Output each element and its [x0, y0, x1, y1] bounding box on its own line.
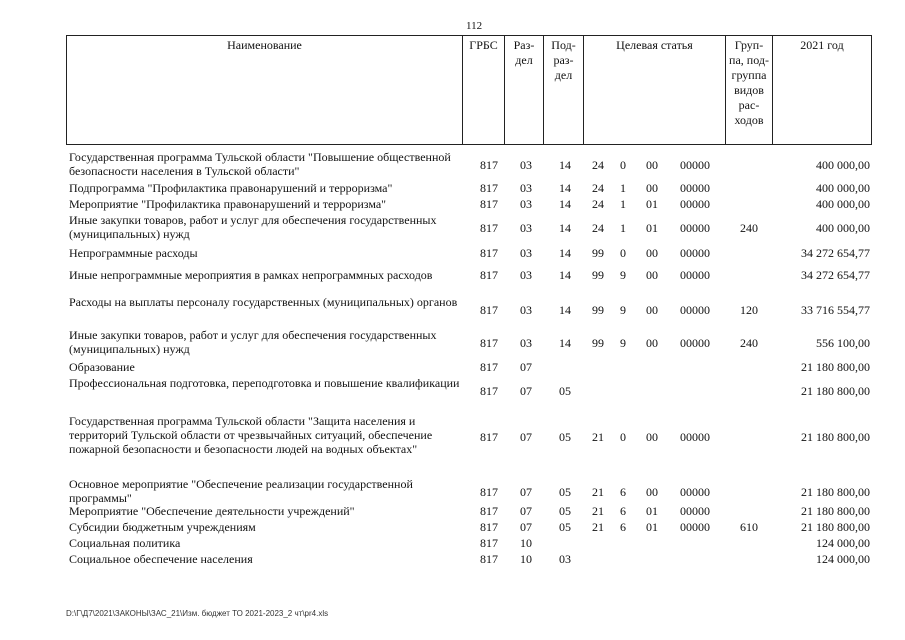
row-podrazdel: 14 — [559, 336, 571, 350]
row-cs2: 1 — [620, 181, 626, 195]
table-row — [66, 295, 872, 325]
table-row — [66, 414, 872, 460]
row-cs4: 00000 — [680, 268, 710, 282]
row-cs3: 00 — [646, 158, 658, 172]
row-razdel: 03 — [520, 268, 532, 282]
header-podrazdel: Под- раз- дел — [544, 36, 584, 144]
row-cs2: 1 — [620, 197, 626, 211]
row-razdel: 07 — [520, 384, 532, 398]
row-cs2: 6 — [620, 520, 626, 534]
header-year: 2021 год — [800, 38, 844, 52]
row-name: Иные непрограммные мероприятия в рамках непрограммных расходов — [69, 268, 433, 282]
row-razdel: 03 — [520, 303, 532, 317]
row-grbs: 817 — [480, 360, 498, 374]
row-grbs: 817 — [480, 158, 498, 172]
row-cs3: 00 — [646, 430, 658, 444]
row-sum: 124 000,00 — [816, 552, 870, 566]
row-grbs: 817 — [480, 504, 498, 518]
row-name: Непрограммные расходы — [69, 246, 198, 260]
row-grbs: 817 — [480, 536, 498, 550]
row-razdel: 03 — [520, 158, 532, 172]
row-podrazdel: 03 — [559, 552, 571, 566]
table-row — [66, 213, 872, 243]
header-target: Целевая статья — [584, 36, 726, 144]
row-sum: 400 000,00 — [816, 158, 870, 172]
table-row — [66, 150, 872, 180]
row-cs1: 21 — [592, 520, 604, 534]
row-name: Образование — [69, 360, 135, 374]
table-row — [66, 181, 872, 195]
row-cs4: 00000 — [680, 181, 710, 195]
row-grbs: 817 — [480, 246, 498, 260]
row-sum: 33 716 554,77 — [801, 303, 870, 317]
row-razdel: 07 — [520, 360, 532, 374]
row-razdel: 07 — [520, 520, 532, 534]
row-sum: 556 100,00 — [816, 336, 870, 350]
row-cs4: 00000 — [680, 246, 710, 260]
row-razdel: 03 — [520, 181, 532, 195]
row-sum: 400 000,00 — [816, 181, 870, 195]
row-cs1: 24 — [592, 158, 604, 172]
row-cs1: 99 — [592, 246, 604, 260]
row-cs3: 00 — [646, 303, 658, 317]
header-vid: Груп- па, под- группа видов рас- ходов — [726, 36, 773, 144]
row-grbs: 817 — [480, 303, 498, 317]
row-cs3: 01 — [646, 520, 658, 534]
row-podrazdel: 05 — [559, 430, 571, 444]
table-row — [66, 536, 872, 550]
row-cs2: 9 — [620, 303, 626, 317]
row-grbs: 817 — [480, 221, 498, 235]
row-vid: 240 — [740, 336, 758, 350]
row-cs2: 0 — [620, 158, 626, 172]
row-cs1: 99 — [592, 303, 604, 317]
row-cs3: 01 — [646, 221, 658, 235]
row-name: Субсидии бюджетным учреждениям — [69, 520, 256, 534]
row-name: Мероприятие "Профилактика правонарушений и терроризма" — [69, 197, 387, 211]
row-cs4: 00000 — [680, 485, 710, 499]
row-cs1: 21 — [592, 504, 604, 518]
row-podrazdel: 14 — [559, 303, 571, 317]
row-sum: 21 180 800,00 — [801, 384, 870, 398]
row-cs2: 9 — [620, 268, 626, 282]
row-razdel: 03 — [520, 246, 532, 260]
row-cs2: 6 — [620, 485, 626, 499]
page-number: 112 — [466, 20, 483, 32]
row-cs3: 00 — [646, 485, 658, 499]
row-cs3: 00 — [646, 246, 658, 260]
row-sum: 21 180 800,00 — [801, 485, 870, 499]
row-razdel: 07 — [520, 485, 532, 499]
footer-path: D:\Г\Д7\2021\ЗАКОНЫ\ЗАС_21\Изм. бюджет ТО 2021-2023_2 чт\pr4.xls — [66, 609, 329, 618]
row-cs3: 01 — [646, 504, 658, 518]
row-cs2: 0 — [620, 246, 626, 260]
row-sum: 400 000,00 — [816, 221, 870, 235]
row-podrazdel: 14 — [559, 246, 571, 260]
row-sum: 21 180 800,00 — [801, 520, 870, 534]
row-cs1: 24 — [592, 197, 604, 211]
row-razdel: 10 — [520, 536, 532, 550]
table-row — [66, 552, 872, 566]
row-podrazdel: 05 — [559, 384, 571, 398]
row-podrazdel: 14 — [559, 268, 571, 282]
row-razdel: 03 — [520, 336, 532, 350]
row-cs1: 24 — [592, 221, 604, 235]
row-vid: 610 — [740, 520, 758, 534]
row-cs4: 00000 — [680, 197, 710, 211]
table-row — [66, 328, 872, 358]
row-razdel: 03 — [520, 197, 532, 211]
row-grbs: 817 — [480, 384, 498, 398]
row-cs1: 21 — [592, 485, 604, 499]
row-name: Государственная программа Тульской области "Защита населения и территорий Тульской области от чрезвычайных ситуаций, обеспечение пожарной безопасности и безопасности людей на водных объектах" — [69, 414, 433, 456]
header-grbs: ГРБС — [463, 36, 505, 144]
row-cs1: 24 — [592, 181, 604, 195]
table-row — [66, 504, 872, 518]
row-sum: 400 000,00 — [816, 197, 870, 211]
row-sum: 34 272 654,77 — [801, 268, 870, 282]
row-cs2: 1 — [620, 221, 626, 235]
row-podrazdel: 14 — [559, 158, 571, 172]
table-row — [66, 477, 872, 507]
row-podrazdel: 05 — [559, 504, 571, 518]
row-grbs: 817 — [480, 268, 498, 282]
row-razdel: 07 — [520, 430, 532, 444]
row-sum: 124 000,00 — [816, 536, 870, 550]
row-name: Государственная программа Тульской области "Повышение общественной безопасности населения в Тульской области" — [69, 150, 451, 178]
row-name: Иные закупки товаров, работ и услуг для обеспечения государственных (муниципальных) нужд — [69, 328, 437, 356]
table-row — [66, 197, 872, 211]
table-row — [66, 520, 872, 534]
row-grbs: 817 — [480, 181, 498, 195]
row-cs1: 99 — [592, 268, 604, 282]
row-grbs: 817 — [480, 485, 498, 499]
row-name: Социальная политика — [69, 536, 181, 550]
row-cs2: 9 — [620, 336, 626, 350]
row-cs4: 00000 — [680, 336, 710, 350]
row-name: Подпрограмма "Профилактика правонарушений и терроризма" — [69, 181, 393, 195]
row-sum: 34 272 654,77 — [801, 246, 870, 260]
row-cs2: 0 — [620, 430, 626, 444]
row-cs4: 00000 — [680, 430, 710, 444]
row-podrazdel: 14 — [559, 197, 571, 211]
row-cs3: 00 — [646, 268, 658, 282]
header-razdel: Раз- дел — [505, 36, 544, 144]
row-cs4: 00000 — [680, 504, 710, 518]
row-grbs: 817 — [480, 430, 498, 444]
row-cs3: 00 — [646, 336, 658, 350]
row-cs3: 00 — [646, 181, 658, 195]
header-name: Наименование — [67, 36, 463, 144]
row-razdel: 10 — [520, 552, 532, 566]
row-cs1: 21 — [592, 430, 604, 444]
row-vid: 120 — [740, 303, 758, 317]
row-razdel: 07 — [520, 504, 532, 518]
table-row — [66, 246, 872, 260]
row-podrazdel: 14 — [559, 221, 571, 235]
row-name: Расходы на выплаты персоналу государственных (муниципальных) органов — [69, 295, 458, 309]
row-name: Иные закупки товаров, работ и услуг для обеспечения государственных (муниципальных) нужд — [69, 213, 437, 241]
table-row — [66, 360, 872, 374]
row-sum: 21 180 800,00 — [801, 360, 870, 374]
row-cs4: 00000 — [680, 520, 710, 534]
row-grbs: 817 — [480, 197, 498, 211]
row-cs4: 00000 — [680, 303, 710, 317]
row-cs4: 00000 — [680, 221, 710, 235]
table-header — [66, 35, 872, 145]
row-podrazdel: 14 — [559, 181, 571, 195]
row-name: Основное мероприятие "Обеспечение реализации государственной программы" — [69, 477, 413, 505]
row-vid: 240 — [740, 221, 758, 235]
row-sum: 21 180 800,00 — [801, 430, 870, 444]
table-row — [66, 376, 872, 406]
row-grbs: 817 — [480, 336, 498, 350]
row-cs1: 99 — [592, 336, 604, 350]
row-podrazdel: 05 — [559, 520, 571, 534]
row-podrazdel: 05 — [559, 485, 571, 499]
row-razdel: 03 — [520, 221, 532, 235]
row-sum: 21 180 800,00 — [801, 504, 870, 518]
row-name: Социальное обеспечение населения — [69, 552, 253, 566]
row-grbs: 817 — [480, 520, 498, 534]
table-row — [66, 268, 872, 282]
row-cs3: 01 — [646, 197, 658, 211]
row-cs2: 6 — [620, 504, 626, 518]
row-name: Мероприятие "Обеспечение деятельности учреждений" — [69, 504, 355, 518]
row-name: Профессиональная подготовка, переподготовка и повышение квалификации — [69, 376, 460, 390]
row-cs4: 00000 — [680, 158, 710, 172]
row-grbs: 817 — [480, 552, 498, 566]
